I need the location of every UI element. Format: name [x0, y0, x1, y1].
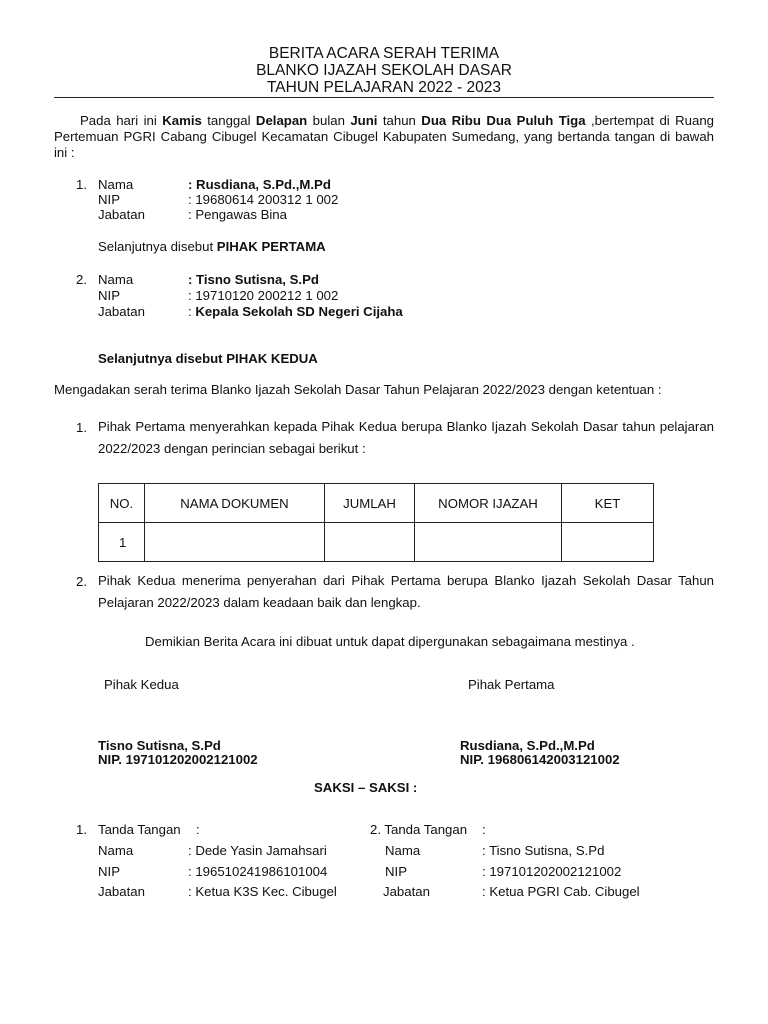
party1-name: : Rusdiana, S.Pd.,M.Pd: [188, 177, 331, 192]
party2-nip: : 19710120 200212 1 002: [188, 288, 339, 303]
right-signatory-nip: NIP. 196806142003121002: [460, 752, 620, 767]
title-divider: [54, 97, 714, 98]
witness1-name-label: Nama: [98, 843, 134, 858]
intro-text: tahun: [377, 113, 422, 128]
item2-text: Pihak Kedua menerima penyerahan dari Pihak Pertama berupa Blanko Ijazah Sekolah Dasar Tahun Pelajaran 2022/2023 dalam keadaan baik dan lengkap.: [98, 573, 714, 610]
party2-number: 2.: [76, 272, 87, 287]
document-table: [98, 483, 654, 562]
table-header-certificate-number: NOMOR IJAZAH: [415, 484, 562, 523]
party2-job-colon: :: [188, 304, 196, 319]
table-cell: [325, 523, 415, 562]
left-signatory-name: Tisno Sutisna, S.Pd: [98, 738, 221, 753]
witness1-job-label: Jabatan: [98, 884, 145, 899]
party1-job-label: Jabatan: [98, 207, 145, 222]
table-cell: 1: [99, 523, 145, 562]
witness1-nip-label: NIP: [98, 864, 120, 879]
intro-year: Dua Ribu Dua Puluh Tiga: [421, 113, 586, 128]
witness1-job: : Ketua K3S Kec. Cibugel: [188, 884, 337, 899]
table-header-no: NO.: [99, 484, 145, 523]
party1-ref-text: Selanjutnya disebut: [98, 239, 217, 254]
witness2-job: : Ketua PGRI Cab. Cibugel: [482, 884, 640, 899]
witness1-sign-label: Tanda Tangan: [98, 822, 181, 837]
document-title-line-2: BLANKO IJAZAH SEKOLAH DASAR: [256, 62, 512, 79]
party1-nip: : 19680614 200312 1 002: [188, 192, 339, 207]
party1-number: 1.: [76, 177, 87, 192]
table-header-row: [99, 484, 654, 523]
item1-number: 1.: [76, 420, 87, 435]
table-cell: [562, 523, 654, 562]
witness2-sign-value: :: [482, 822, 486, 837]
intro-text: Pada hari ini: [80, 113, 163, 128]
party2-job: Kepala Sekolah SD Negeri Cijaha: [195, 304, 403, 319]
party1-ref-bold: PIHAK PERTAMA: [216, 239, 326, 254]
witness2-name-label: Nama: [385, 843, 421, 858]
closing-statement: Demikian Berita Acara ini dibuat untuk dapat dipergunakan sebagaimana mestinya .: [145, 634, 635, 649]
witness1-number: 1.: [76, 822, 87, 837]
intro-paragraph: [54, 113, 714, 161]
right-signatory-name: Rusdiana, S.Pd.,M.Pd: [460, 738, 595, 753]
right-signature-role: Pihak Pertama: [468, 677, 555, 692]
intro-text: tanggal: [201, 113, 256, 128]
party1-reference: [98, 239, 326, 254]
intro-month: Juni: [350, 113, 378, 128]
intro-date: Delapan: [255, 113, 308, 128]
witness1-name: : Dede Yasin Jamahsari: [188, 843, 327, 858]
witness1-nip: : 196510241986101004: [188, 864, 328, 879]
party2-job-row: [188, 304, 403, 319]
left-signatory-nip: NIP. 197101202002121002: [98, 752, 258, 767]
document-title-line-1: BERITA ACARA SERAH TERIMA: [268, 45, 500, 62]
intro-text: bulan: [307, 113, 351, 128]
party2-reference: Selanjutnya disebut PIHAK KEDUA: [98, 351, 318, 366]
agreement-lead: Mengadakan serah terima Blanko Ijazah Sekolah Dasar Tahun Pelajaran 2022/2023 dengan ketentuan :: [54, 382, 662, 397]
document-title-line-3: TAHUN PELAJARAN 2022 - 2023: [266, 79, 502, 96]
party2-job-label: Jabatan: [98, 304, 145, 319]
table-header-remarks: KET: [562, 484, 654, 523]
table-cell: [145, 523, 325, 562]
intro-day: Kamis: [162, 113, 202, 128]
party2-name: : Tisno Sutisna, S.Pd: [188, 272, 319, 287]
witness2-name: : Tisno Sutisna, S.Pd: [482, 843, 605, 858]
table-header-quantity: JUMLAH: [325, 484, 415, 523]
witness1-sign-value: :: [196, 822, 200, 837]
party2-nip-label: NIP: [98, 288, 120, 303]
item2-number: 2.: [76, 574, 87, 589]
witness2-job-label: Jabatan: [383, 884, 430, 899]
item1-text: Pihak Pertama menyerahkan kepada Pihak Kedua berupa Blanko Ijazah Sekolah Dasar tahun pelajaran 2022/2023 dengan perincian sebagai berikut :: [98, 419, 714, 456]
left-signature-role: Pihak Kedua: [104, 677, 179, 692]
party2-name-label: Nama: [98, 272, 134, 287]
intro-text: ,bertempat di Ruang Pertemuan PGRI Cabang Cibugel Kecamatan Cibugel Kabupaten Sumedang, yang bertanda tangan di bawah ini :: [54, 113, 714, 160]
witness2-nip: : 197101202002121002: [482, 864, 622, 879]
party1-nip-label: NIP: [98, 192, 120, 207]
table-row: [99, 523, 654, 562]
witnesses-title: SAKSI – SAKSI :: [314, 780, 418, 795]
witness2-nip-label: NIP: [385, 864, 407, 879]
party1-job: : Pengawas Bina: [188, 207, 287, 222]
table-cell: [415, 523, 562, 562]
table-header-document-name: NAMA DOKUMEN: [145, 484, 325, 523]
witness2-sign-label: 2. Tanda Tangan: [370, 822, 468, 837]
party1-name-label: Nama: [98, 177, 134, 192]
